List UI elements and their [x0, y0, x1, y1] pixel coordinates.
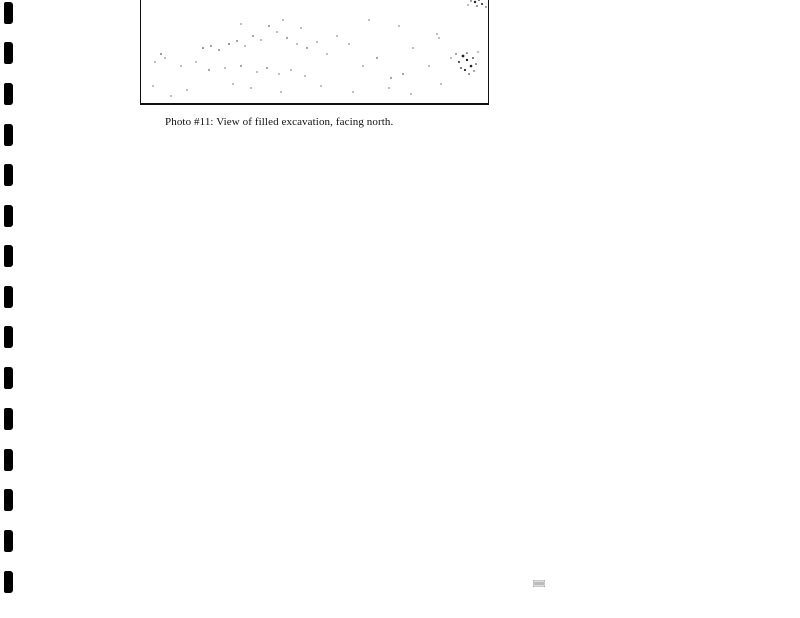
- binding-hole: [4, 571, 13, 593]
- binding-hole: [4, 367, 13, 389]
- binding-hole: [4, 530, 13, 552]
- binding-hole: [4, 245, 13, 267]
- binding-hole: [4, 408, 13, 430]
- excavation-photo: [140, 0, 489, 105]
- binding-holes: [4, 0, 16, 618]
- photo-speckle: [141, 0, 489, 105]
- binding-hole: [4, 489, 13, 511]
- photo-caption: Photo #11: View of filled excavation, facing north.: [165, 116, 394, 128]
- binding-hole: [4, 164, 13, 186]
- binding-hole: [4, 2, 13, 24]
- binding-hole: [4, 42, 13, 64]
- binding-hole: [4, 124, 13, 146]
- page-stamp-icon: [533, 580, 545, 587]
- binding-hole: [4, 205, 13, 227]
- binding-hole: [4, 326, 13, 348]
- binding-hole: [4, 286, 13, 308]
- binding-hole: [4, 83, 13, 105]
- binding-hole: [4, 449, 13, 471]
